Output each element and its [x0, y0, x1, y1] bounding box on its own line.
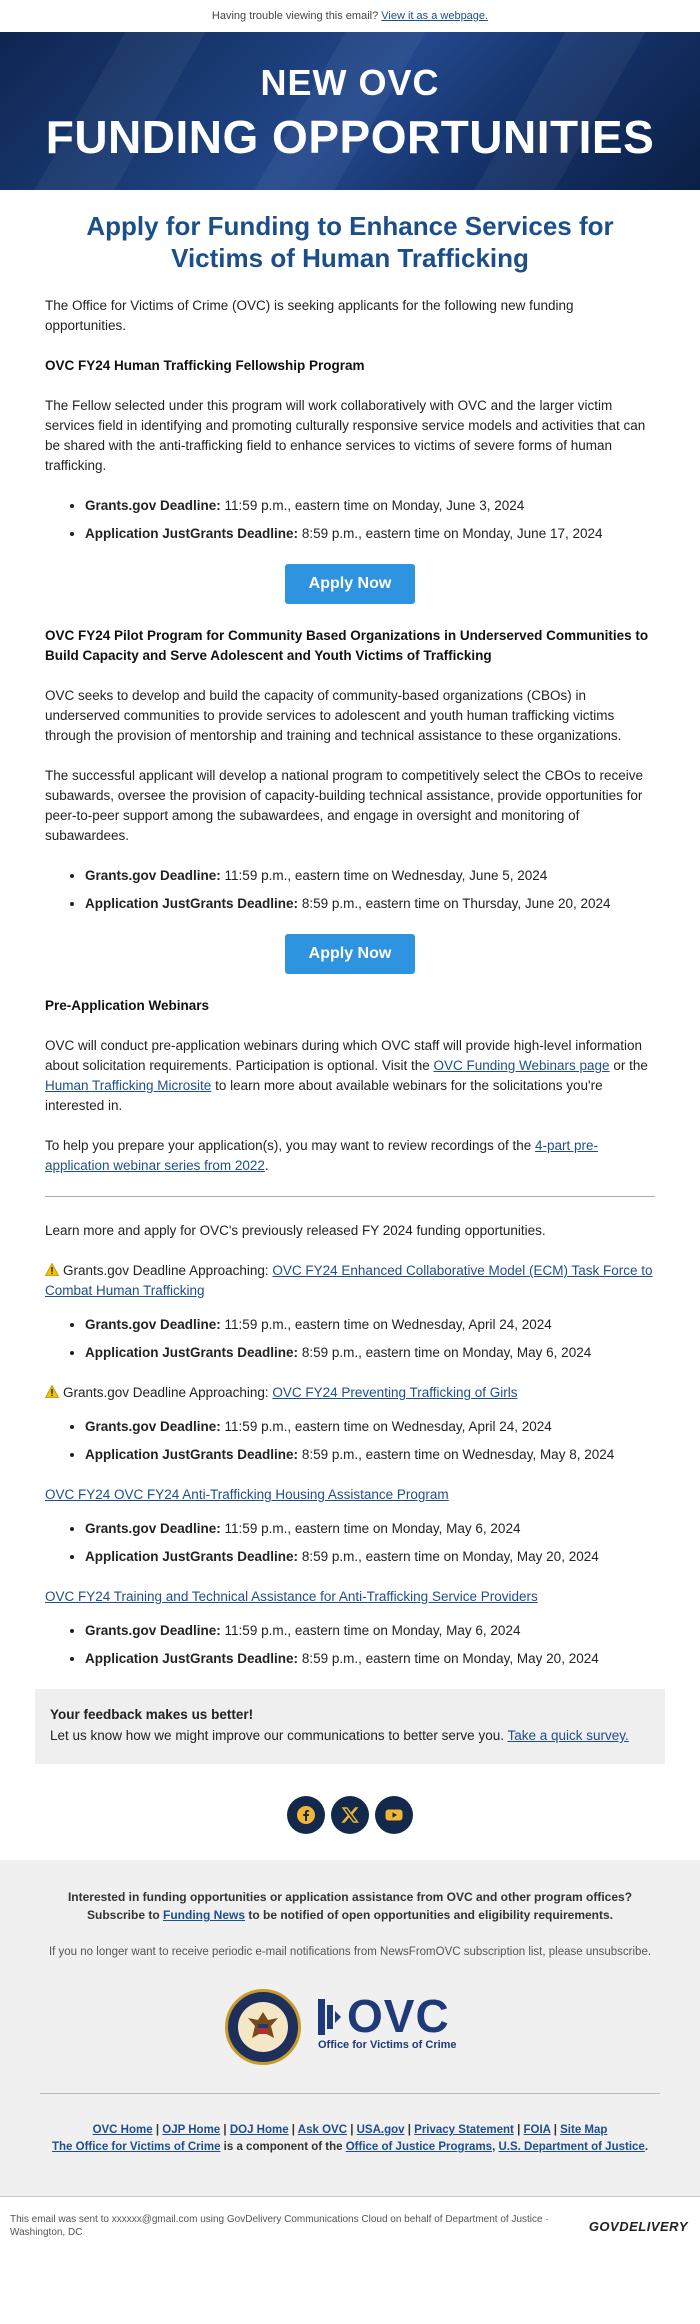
deadline-item: [85, 496, 655, 516]
text: .: [644, 2141, 649, 2153]
previous-item-3-deadlines: [85, 1519, 655, 1567]
deadline-value: 8:59 p.m., eastern time on Monday, May 20, 2024: [301, 1549, 599, 1564]
ovc-home-link[interactable]: OVC Home: [92, 2124, 153, 2136]
text: OVC will conduct pre-application webinars during which OVC staff will provide high-level information about solicitation requirements. Participation is optional. Visit the: [45, 1038, 643, 1073]
previous-item-1: [45, 1261, 655, 1301]
deadline-value: 11:59 p.m., eastern time on Wednesday, April 24, 2024: [224, 1317, 552, 1332]
text: or the: [609, 1058, 648, 1073]
banner-line1: NEW OVC: [260, 62, 440, 103]
deadline-label: Application JustGrants Deadline:: [85, 526, 299, 541]
previous-item-2-deadlines: [85, 1417, 655, 1465]
program2-desc2: The successful applicant will develop a national program to competitively select the CBOs to receive subawards, oversee the provision of capacity-building technical assistance, provide opportunities for peer-to-peer support among the subawardees, and engage in oversight and monitoring of subawardees.: [45, 768, 644, 843]
footer-divider: [40, 2093, 660, 2094]
trafficking-microsite-link[interactable]: Human Trafficking Microsite: [45, 1078, 212, 1093]
divider: [45, 1196, 655, 1197]
view-webpage-link[interactable]: View it as a webpage.: [381, 10, 489, 22]
footer-component-line: [40, 2139, 660, 2156]
social-links: [0, 1796, 700, 1834]
deadline-label: Grants.gov Deadline:: [85, 498, 221, 513]
text: Let us know how we might improve our communications to better serve you.: [50, 1728, 508, 1743]
ojp-link[interactable]: Office of Justice Programs: [345, 2141, 493, 2153]
ovc-logo-subtitle: Office for Victims of Crime: [318, 2039, 457, 2051]
deadline-label: Application JustGrants Deadline:: [85, 1345, 299, 1360]
intro-text: The Office for Victims of Crime (OVC) is seeking applicants for the following new funding opportunities.: [45, 298, 574, 333]
doj-seal-logo: [225, 1989, 301, 2065]
webinars-title: Pre-Application Webinars: [45, 998, 210, 1013]
text: .: [264, 1158, 269, 1173]
previous-intro: Learn more and apply for OVC's previously released FY 2024 funding opportunities.: [45, 1223, 546, 1238]
program2-title: OVC FY24 Pilot Program for Community Based Organizations in Underserved Communities to Build Capacity and Serve Adolescent and Youth Victims of Trafficking: [45, 628, 649, 663]
previous-item-4: [45, 1587, 655, 1607]
deadline-label: Grants.gov Deadline:: [85, 1521, 221, 1536]
ecm-task-force-link[interactable]: OVC FY24 Enhanced Collaborative Model (ECM) Task Force to Combat Human Trafficking: [45, 1263, 653, 1298]
ojp-home-link[interactable]: OJP Home: [162, 2124, 221, 2136]
previous-item-3: [45, 1485, 655, 1505]
footer-nav: OVC Home | OJP Home | DOJ Home | Ask OVC | USA.gov | Privacy Statement | FOIA | Site Map: [92, 2124, 608, 2136]
header-banner: [0, 32, 700, 190]
footer-unsubscribe-text: If you no longer want to receive periodic e-mail notifications from NewsFromOVC subscription list, please unsubscribe.: [48, 1946, 652, 1958]
text: To help you prepare your application(s), you may want to review recordings of the: [45, 1138, 536, 1153]
text: to learn more about available webinars for the solicitations you're interested in.: [45, 1078, 603, 1113]
ovc-logo: [318, 1990, 457, 2051]
program2-deadlines: [85, 866, 655, 914]
deadline-label: Grants.gov Deadline:: [85, 868, 221, 883]
ovc-link[interactable]: The Office for Victims of Crime: [51, 2141, 221, 2153]
text: ,: [492, 2141, 499, 2153]
warning-text: Grants.gov Deadline Approaching:: [63, 1263, 273, 1278]
apply-now-button-1[interactable]: Apply Now: [285, 564, 416, 604]
program2-desc1: OVC seeks to develop and build the capacity of community-based organizations (CBOs) in underserved communities to provide services to adolescent and youth human trafficking victims through the provision of mentorship and training and technical assistance to these organizations.: [45, 688, 622, 743]
deadline-label: Grants.gov Deadline:: [85, 1317, 221, 1332]
program1-deadlines: [85, 496, 655, 544]
deadline-item: [85, 1547, 655, 1567]
funding-news-link[interactable]: Funding News: [163, 1908, 245, 1922]
x-icon[interactable]: [331, 1796, 369, 1834]
text: Interested in funding opportunities or application assistance from OVC and other program offices? Subscribe to: [67, 1890, 633, 1922]
deadline-value: 8:59 p.m., eastern time on Thursday, June 20, 2024: [301, 896, 611, 911]
footer-logos: [40, 1989, 660, 2069]
deadline-value: 8:59 p.m., eastern time on Monday, May 6, 2024: [301, 1345, 592, 1360]
deadline-item: [85, 866, 655, 886]
apply-now-button-2[interactable]: Apply Now: [285, 934, 416, 974]
footer: [0, 1860, 700, 2196]
previous-item-1-deadlines: [85, 1315, 655, 1363]
deadline-value: 8:59 p.m., eastern time on Monday, May 20, 2024: [301, 1651, 599, 1666]
webinar-series-link[interactable]: 4-part pre-application webinar series from 2022: [45, 1138, 599, 1173]
footer-subscribe-text: [40, 1888, 660, 1924]
deadline-value: 8:59 p.m., eastern time on Monday, June 17, 2024: [301, 526, 603, 541]
deadline-item: [85, 1445, 655, 1465]
feedback-text: [50, 1726, 650, 1746]
deadline-item: [85, 1649, 655, 1669]
youtube-icon[interactable]: [375, 1796, 413, 1834]
doj-home-link[interactable]: DOJ Home: [229, 2124, 289, 2136]
ovc-logo-text: OVC: [347, 1990, 450, 2042]
deadline-value: 11:59 p.m., eastern time on Wednesday, June 5, 2024: [224, 868, 548, 883]
deadline-item: [85, 524, 655, 544]
deadline-value: 11:59 p.m., eastern time on Monday, May 6, 2024: [224, 1521, 521, 1536]
deadline-item: [85, 1519, 655, 1539]
main-content: [0, 210, 700, 1669]
deadline-label: Application JustGrants Deadline:: [85, 896, 299, 911]
sent-to-text: This email was sent to xxxxxx@gmail.com using GovDelivery Communications Cloud on behalf of Department of Justice · Washington, DC: [10, 2214, 549, 2238]
deadline-value: 8:59 p.m., eastern time on Wednesday, May 8, 2024: [301, 1447, 615, 1462]
funding-webinars-link[interactable]: OVC Funding Webinars page: [433, 1058, 610, 1073]
webinars-p2: [45, 1136, 655, 1176]
deadline-item: [85, 1417, 655, 1437]
webinars-p1: [45, 1036, 655, 1116]
ask-ovc-link[interactable]: Ask OVC: [297, 2124, 348, 2136]
preventing-trafficking-girls-link[interactable]: OVC FY24 Preventing Trafficking of Girls: [272, 1385, 518, 1400]
topbar-text: Having trouble viewing this email?: [211, 10, 379, 22]
deadline-label: Grants.gov Deadline:: [85, 1419, 221, 1434]
deadline-value: 11:59 p.m., eastern time on Monday, May 6, 2024: [224, 1623, 521, 1638]
deadline-label: Application JustGrants Deadline:: [85, 1447, 299, 1462]
bottom-bar: [0, 2196, 700, 2255]
warning-icon: [45, 1385, 59, 1398]
survey-link[interactable]: Take a quick survey.: [507, 1728, 629, 1743]
deadline-label: Grants.gov Deadline:: [85, 1623, 221, 1638]
warning-text: Grants.gov Deadline Approaching:: [63, 1385, 273, 1400]
program1-title: OVC FY24 Human Trafficking Fellowship Program: [45, 358, 365, 373]
foia-link[interactable]: FOIA: [523, 2124, 551, 2136]
housing-assistance-link[interactable]: OVC FY24 OVC FY24 Anti-Trafficking Housing Assistance Program: [45, 1487, 449, 1502]
deadline-item: [85, 1343, 655, 1363]
feedback-box: [35, 1689, 665, 1764]
page-title: Apply for Funding to Enhance Services for Victims of Human Trafficking: [86, 211, 614, 273]
program1-desc: The Fellow selected under this program will work collaboratively with OVC and the larger victim services field in identifying and promoting culturally responsive service models and activities that can be shared with the anti-trafficking field to enhance services to victims of severe forms of human trafficking.: [45, 398, 646, 473]
apply-button-wrap: [45, 934, 655, 974]
site-map-link[interactable]: Site Map: [560, 2124, 608, 2136]
facebook-icon[interactable]: [287, 1796, 325, 1834]
eagle-icon: [238, 2002, 288, 2052]
privacy-statement-link[interactable]: Privacy Statement: [414, 2124, 514, 2136]
footer-links: [40, 2122, 660, 2196]
ovc-mark-icon: [318, 1997, 342, 2037]
topbar: [0, 0, 700, 32]
doj-link[interactable]: U.S. Department of Justice: [498, 2141, 645, 2153]
usa-gov-link[interactable]: USA.gov: [356, 2124, 405, 2136]
apply-button-wrap: [45, 564, 655, 604]
feedback-title: Your feedback makes us better!: [50, 1707, 254, 1722]
deadline-value: 11:59 p.m., eastern time on Wednesday, April 24, 2024: [224, 1419, 552, 1434]
text: is a component of the: [220, 2141, 346, 2153]
warning-icon: [45, 1263, 59, 1276]
deadline-item: [85, 894, 655, 914]
deadline-label: Application JustGrants Deadline:: [85, 1549, 299, 1564]
deadline-item: [85, 1621, 655, 1641]
deadline-label: Application JustGrants Deadline:: [85, 1651, 299, 1666]
deadline-item: [85, 1315, 655, 1335]
govdelivery-logo: GOVDELIVERY: [588, 2219, 688, 2234]
banner-line2: FUNDING OPPORTUNITIES: [45, 111, 655, 163]
deadline-value: 11:59 p.m., eastern time on Monday, June 3, 2024: [224, 498, 525, 513]
text: to be notified of open opportunities and eligibility requirements.: [245, 1908, 614, 1922]
previous-item-2: [45, 1383, 655, 1403]
tta-service-providers-link[interactable]: OVC FY24 Training and Technical Assistance for Anti-Trafficking Service Providers: [45, 1589, 538, 1604]
previous-item-4-deadlines: [85, 1621, 655, 1669]
